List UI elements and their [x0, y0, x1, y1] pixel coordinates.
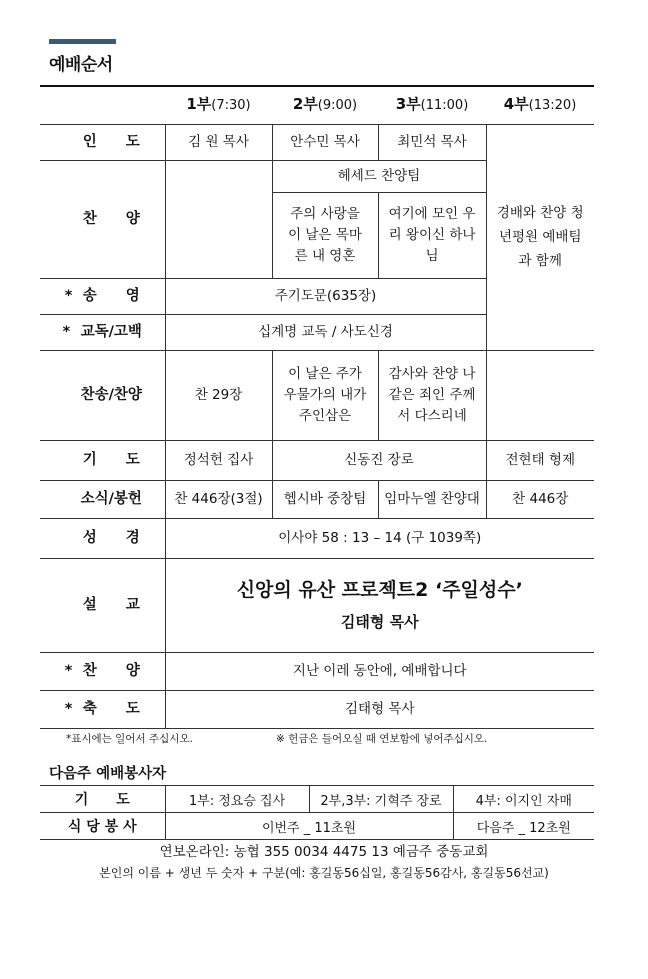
label-scripture: 성 경 — [40, 518, 165, 558]
next-week-title: 다음주 예배봉사자 — [49, 766, 167, 782]
label-offering: 소식/봉헌 — [40, 480, 165, 518]
worship-song-s3: 감사와 찬양 나 같은 죄인 주께서 다스리네 — [378, 350, 486, 440]
row-prayer — [40, 440, 594, 480]
offering-s2: 헵시바 중창팀 — [272, 480, 378, 518]
row-offering — [40, 480, 594, 518]
worship-song-s4 — [486, 350, 594, 440]
worship-song-s1: 찬 29장 — [165, 350, 272, 440]
offering-s1: 찬 446장(3절) — [165, 480, 272, 518]
page-title: 예배순서 — [49, 55, 113, 75]
praise-s2-songs: 주의 사랑을 이 날은 목마른 내 영혼 — [272, 192, 378, 278]
next-kitchen-label: 식 당 봉 사 — [40, 813, 165, 840]
label-invocation: 인 도 — [40, 124, 165, 160]
label-creed: * 교독/고백 — [40, 314, 165, 350]
row-invocation — [40, 124, 594, 160]
row-closing-song — [40, 652, 594, 690]
row-scripture — [40, 518, 594, 558]
label-hymn: * 송 영 — [40, 278, 165, 314]
row-sermon — [40, 558, 594, 652]
label-prayer: 기 도 — [40, 440, 165, 480]
scripture-value: 이사야 58 : 13 – 14 (구 1039쪽) — [165, 518, 594, 558]
service-1-header: 1부(7:30) — [165, 86, 272, 124]
praise-s3-songs: 여기에 모인 우리 왕이신 하나님 — [378, 192, 486, 278]
worship-order-table — [40, 86, 594, 729]
online-offering-account: 연보온라인: 농협 355 0034 4475 13 예금주 중동교회 — [159, 844, 489, 860]
invocation-s1: 김 원 목사 — [165, 124, 272, 160]
service-header-row — [40, 86, 594, 124]
service-3-header: 3부(11:00) — [378, 86, 486, 124]
next-prayer-s23: 2부,3부: 기혁주 장로 — [309, 786, 453, 813]
label-praise: 찬 양 — [40, 160, 165, 278]
label-sermon: 설 교 — [40, 558, 165, 652]
corner-cell — [40, 86, 165, 124]
prayer-s1: 정석헌 집사 — [165, 440, 272, 480]
s4-praise-team: 경배와 찬양 청년평원 예배팀과 함께 — [486, 124, 594, 350]
offering-s3: 임마누엘 찬양대 — [378, 480, 486, 518]
hymn-value: 주기도문(635장) — [165, 278, 486, 314]
worship-song-s2: 이 날은 주가 우물가의 내가 주인삼은 — [272, 350, 378, 440]
invocation-s2: 안수민 목사 — [272, 124, 378, 160]
next-prayer-label: 기 도 — [40, 786, 165, 813]
closing-song-value: 지난 이레 동안에, 예배합니다 — [165, 652, 594, 690]
label-closing-song: * 찬 양 — [40, 652, 165, 690]
kitchen-next-week: 다음주 _ 12초원 — [453, 813, 594, 840]
prayer-s4: 전현태 형제 — [486, 440, 594, 480]
praise-team-s23: 헤세드 찬양팀 — [272, 160, 486, 192]
next-week-table — [40, 785, 594, 840]
sermon-title: 신앙의 유산 프로젝트2 ‘주일성수’ — [236, 579, 523, 601]
creed-value: 십계명 교독 / 사도신경 — [165, 314, 486, 350]
online-offering-note: 본인의 이름 + 생년 두 숫자 + 구분(예: 홍길동56십일, 홍길동56감사, 홍길동56선교) — [99, 866, 549, 880]
sermon-cell — [165, 558, 594, 652]
row-benediction — [40, 690, 594, 728]
service-2-header: 2부(9:00) — [272, 86, 378, 124]
offering-s4: 찬 446장 — [486, 480, 594, 518]
note-stand: *표시에는 일어서 주십시오. — [66, 733, 193, 745]
next-kitchen-row — [40, 813, 594, 840]
invocation-s3: 최민석 목사 — [378, 124, 486, 160]
next-prayer-s1: 1부: 정요승 집사 — [165, 786, 309, 813]
next-prayer-row — [40, 786, 594, 813]
prayer-s23: 신동진 장로 — [272, 440, 486, 480]
kitchen-this-week: 이번주 _ 11초원 — [165, 813, 453, 840]
row-worship-song — [40, 350, 594, 440]
note-offering: ※ 헌금은 들어오실 때 연보함에 넣어주십시오. — [276, 733, 488, 745]
praise-s1 — [165, 160, 272, 278]
sermon-preacher: 김태형 목사 — [340, 613, 419, 631]
label-worship-song: 찬송/찬양 — [40, 350, 165, 440]
service-4-header: 4부(13:20) — [486, 86, 594, 124]
next-prayer-s4: 4부: 이지인 자매 — [453, 786, 594, 813]
benediction-value: 김태형 목사 — [165, 690, 594, 728]
label-benediction: * 축 도 — [40, 690, 165, 728]
header-accent-bar — [49, 39, 116, 44]
